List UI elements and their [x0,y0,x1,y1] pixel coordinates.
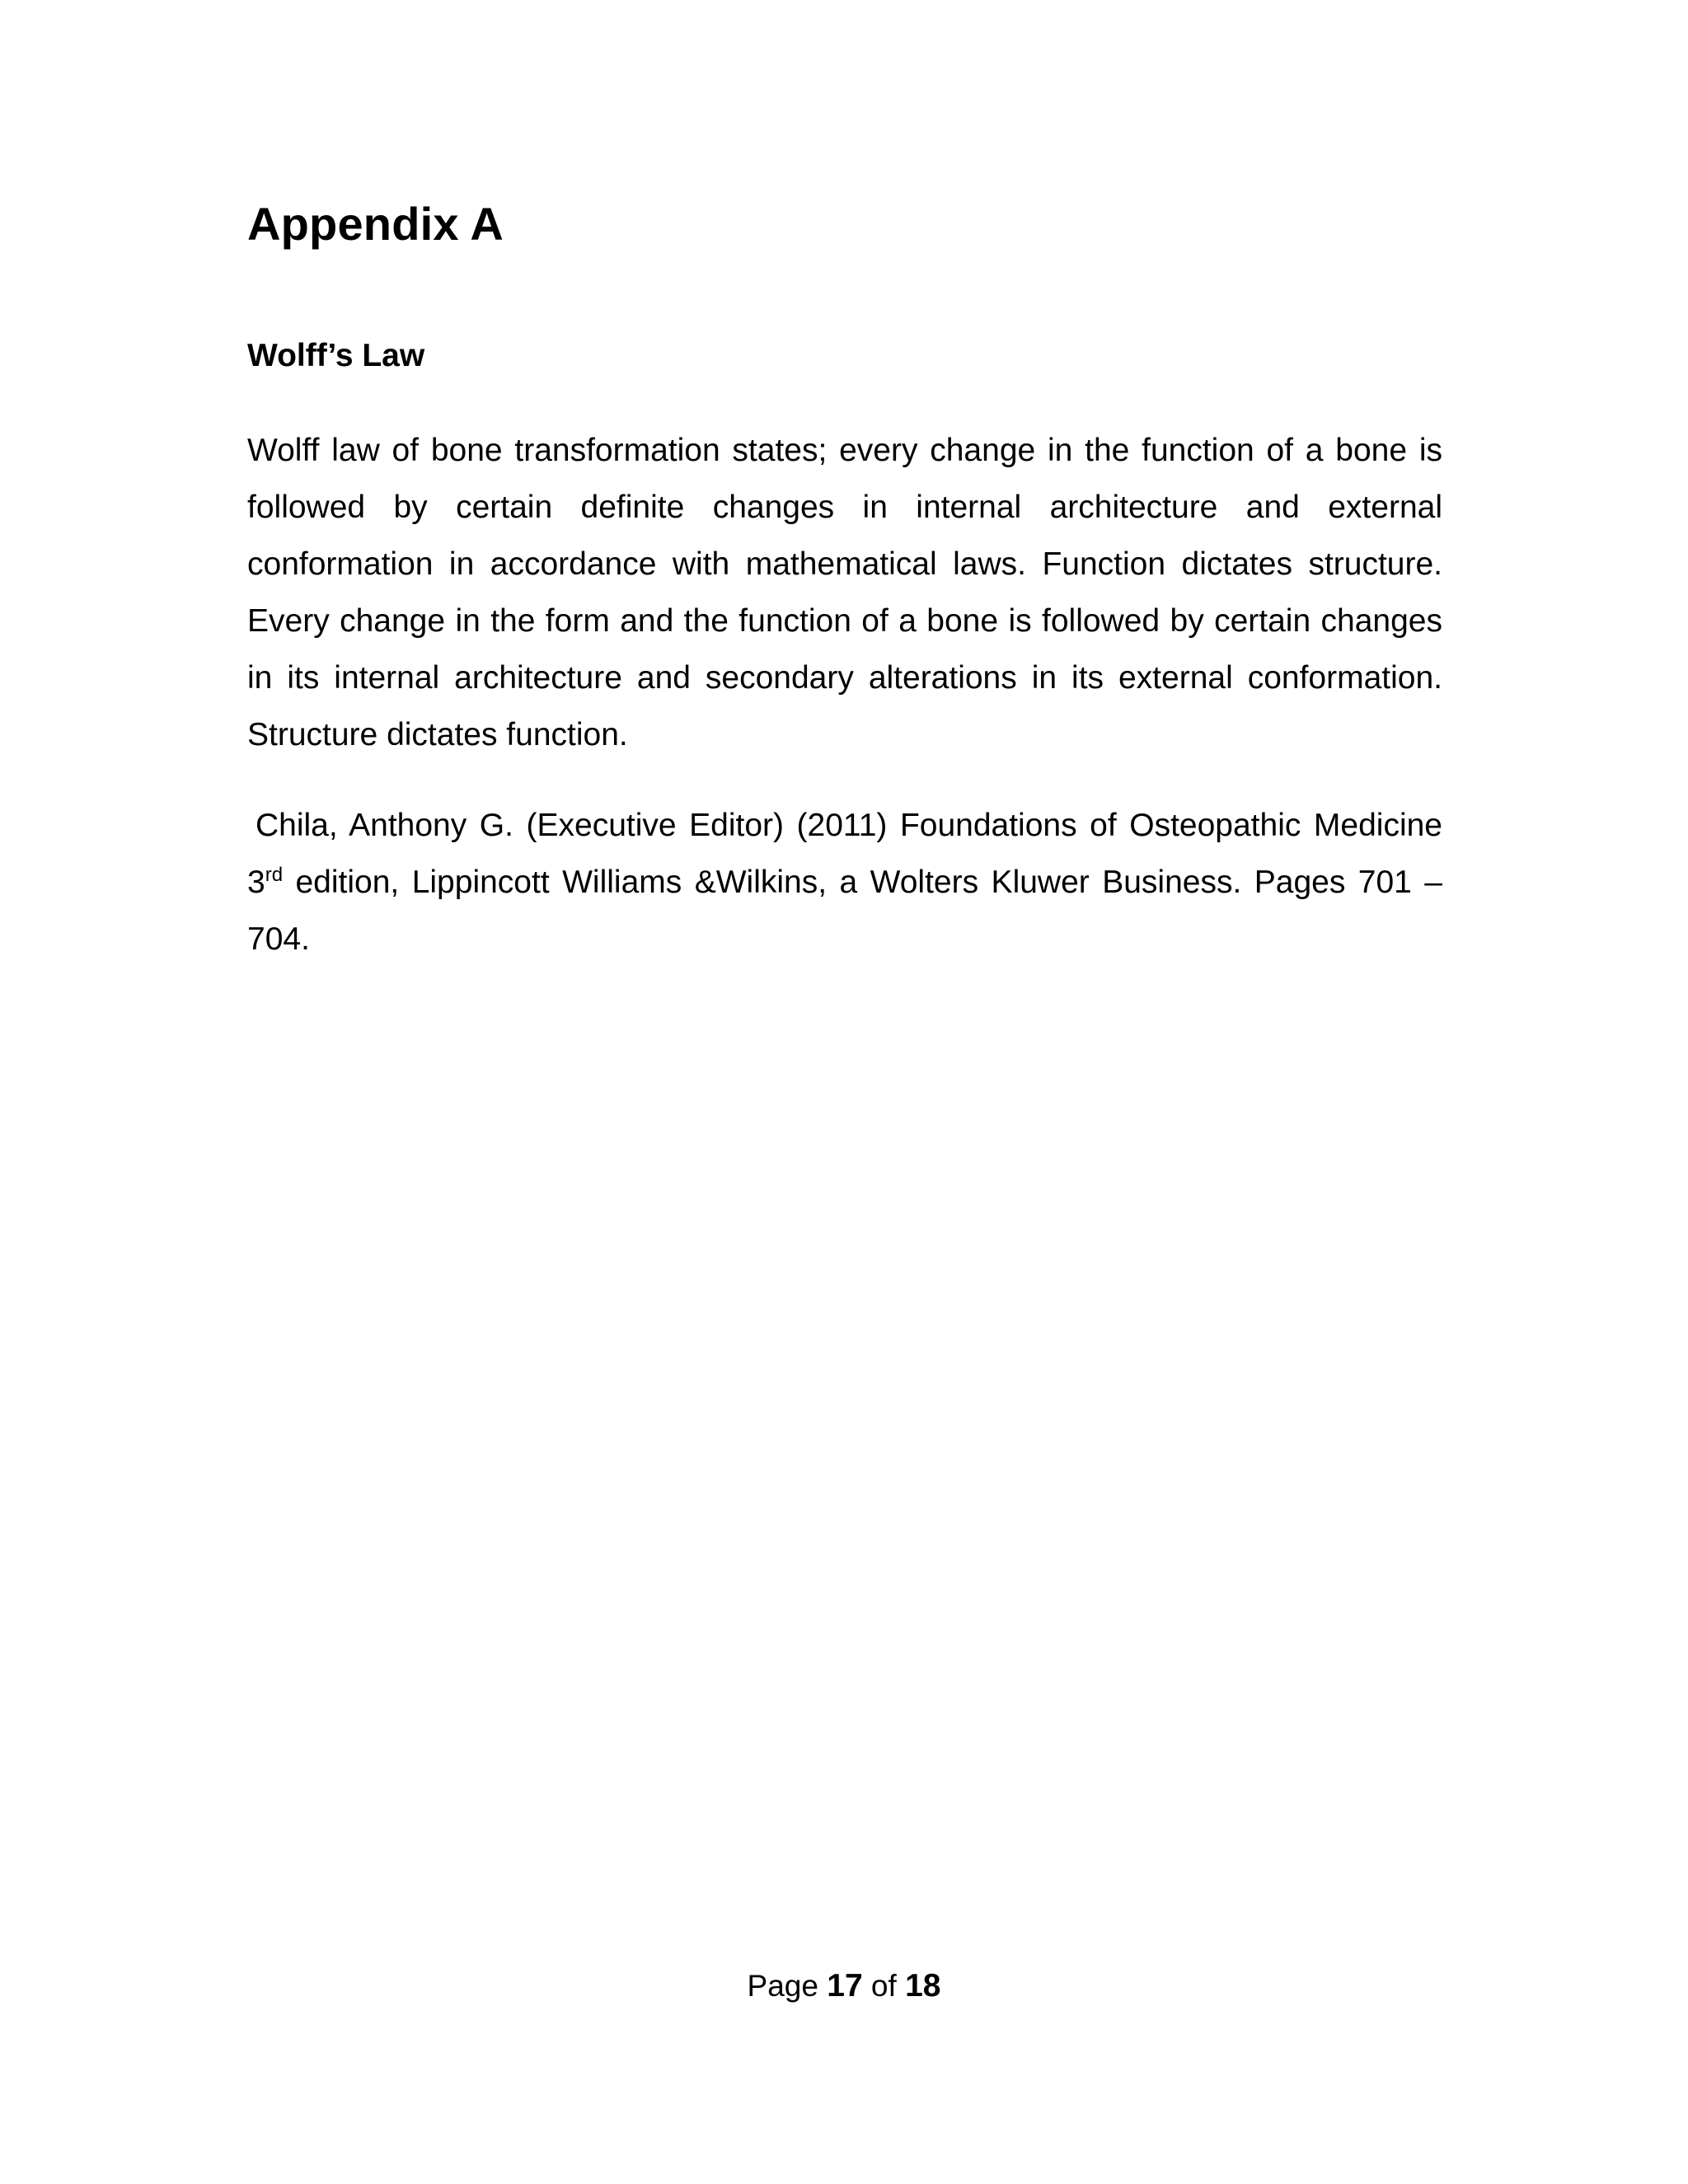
reference-ordinal-suffix: rd [265,864,284,886]
section-heading: Wolff’s Law [247,338,425,373]
appendix-title: Appendix A [247,198,504,250]
reference-citation [247,797,1442,968]
footer-total-pages: 18 [905,1968,941,2004]
reference-text-part1: Chila, Anthony G. (Executive Editor) (2011) Foundations of Osteopathic Medicine 3 [247,808,1442,900]
footer-page-prefix: Page [747,1969,828,2003]
footer-of-text: of [862,1969,906,2003]
footer-current-page: 17 [827,1968,863,2004]
page-footer [0,1961,1688,2011]
page-content [247,190,1442,968]
reference-text-part2: edition, Lippincott Williams &Wilkins, a Wolters Kluwer Business. Pages 701 – 704. [247,865,1442,957]
body-paragraph: Wolff law of bone transformation states; every change in the function of a bone is followed by certain definite changes in internal architecture and external conformation in accordance with mathematical laws. Function dictates structure. Every change in the form and the function of a bone is followed by certain changes in its internal architecture and secondary alterations in its external conformation. Structure dictates function. [247,433,1442,752]
